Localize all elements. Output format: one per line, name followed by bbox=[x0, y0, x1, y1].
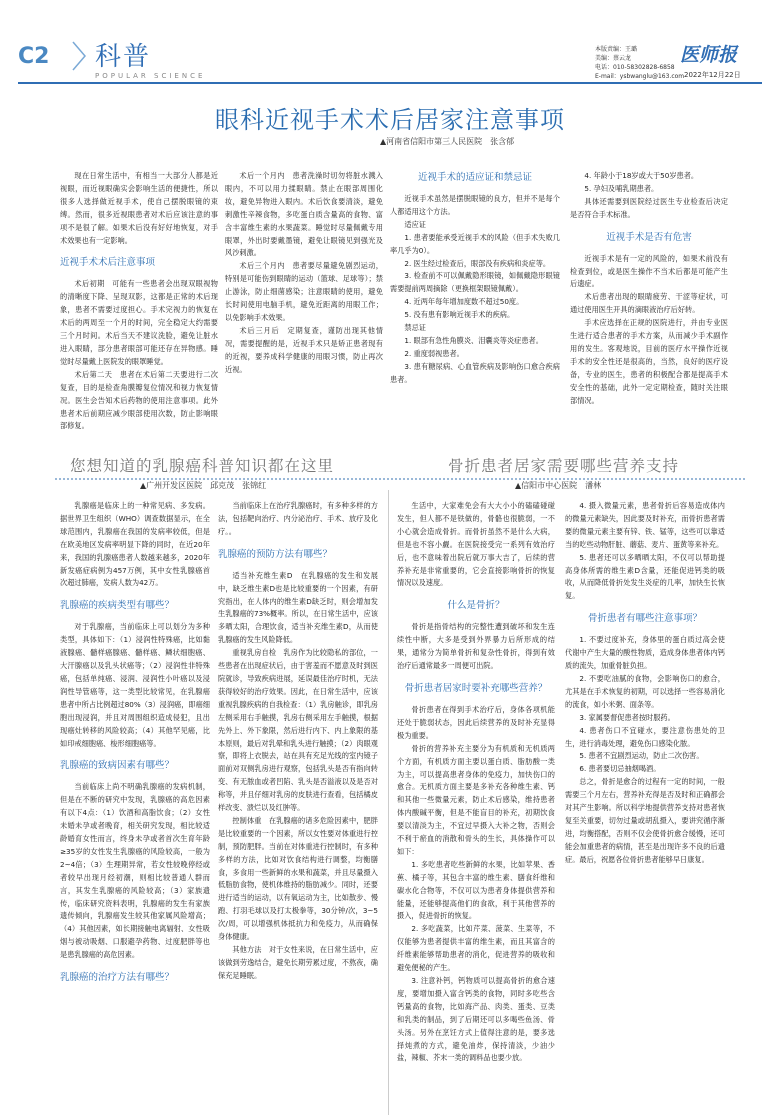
subheading: 乳腺癌的疾病类型有哪些？ bbox=[60, 600, 175, 612]
paragraph: 控制体重 在乳腺癌的诸多危险因素中，肥胖是比较重要的一个因素，所以女性要对体重进行控制，预防肥胖。当前在对体重进行控制时，有多种多样的方法，比如对饮食结构进行调整，均衡膳食，多食用一些新鲜的水果和蔬菜，并且尽量摄入低脂肪食物，使机体维持的脂肪减少。同时，还要进行适当的运动，以有氧运动为主，比如散步、慢跑、打羽毛球以及打太极拳等，30分钟/次，3~5次/周，可以增强机体抵抗力和免疫力，从而确保身体健康。 bbox=[218, 815, 378, 942]
subheading: 近视手术的适应证和禁忌证 bbox=[417, 172, 532, 183]
list-item: 6. 患者要切忌抽烟喝酒。 bbox=[579, 764, 661, 774]
paragraph: 5. 患者还可以多晒晒太阳，不仅可以帮助提高身体所需的维生素D含量，还能促进钙类的吸收，从而降低骨折处发生炎症的几率，加快生长恢复。 bbox=[565, 552, 725, 601]
paragraph: 骨折的营养补充主要分为有机质和无机质两个方面，有机质方面主要以蛋白质、脂肪酸一类为主，可以提高患者身体的免疫力，加快伤口的愈合。无机质方面主要是多补充各种维生素、钙和其他一些微量元素，防止术后感染，维持患者体内酸碱平衡，但是不能盲目的补充，初期饮食要以清淡为主，不宜过早摄入大补之物，否则会不利于瘀血的消散和骨头的生长，具体操作可以如下： bbox=[397, 743, 555, 856]
list-item: 5. 患者不宜剧烈运动，防止二次伤害。 bbox=[579, 751, 704, 761]
article1-col3 bbox=[390, 170, 560, 470]
paragraph: 术后第二天 患者在术后第二天要进行二次复查，目的是检查角膜瓣复位情况和视力恢复情况。医生会告知术后药物的使用注意事项。此外患者术后前期应减少眼部使用次数，防止影响眼部修复。 bbox=[60, 369, 218, 431]
paragraph: 当前临床上在治疗乳腺癌时，有多种多样的方法，包括靶向治疗、内分泌治疗、手术、放疗及化疗。。 bbox=[218, 501, 378, 536]
editor-line: 本版责编：王璐 bbox=[595, 46, 638, 53]
paragraph: 生活中，大家难免会有大大小小的磕磕碰碰发生，但人都不是铁做的，骨骼也很脆弱，一不小心就会造成骨折。而骨折虽然不是什么大病，但是也不容小觑。在医院接受完一系列有效治疗后，也不意味着出院后就万事大吉了，后续的营养补充是非常重要的，它会直接影响骨折的恢复情况以及速度。 bbox=[397, 501, 555, 588]
article1-col4 bbox=[570, 170, 728, 470]
paragraph: 术后初期 可能有一些患者会出现双眼视物的清晰度下降、呈现双影，这都是正常的术后现象，患者不需要过度担心。手术完视力的恢复在术后的两周至一个月的时间，完全稳定大约需要三个月时间。术后当天不建议洗脸，避免让脏水进入眼睛，部分患者眼部可能还存在异物感。睡觉时尽量戴上医院发的眼罩睡觉。 bbox=[60, 279, 218, 366]
newspaper-logo: 医师报 bbox=[680, 44, 738, 66]
phone-line: 电话：010-58302828-6858 bbox=[595, 64, 675, 71]
paragraph: 近视手术虽然是摆脱眼镜的良方，但并不是每个人都适用这个方法。 bbox=[390, 194, 560, 216]
paragraph: 4. 摄入微量元素，患者骨折后容易造成体内的微量元素缺失，因此要及时补充，而骨折患者需要的微量元素主要有锌、铁、锰等，这些可以靠适当的吃些动物肝脏、蘑菇、麦片、蛋黄等来补充。 bbox=[565, 501, 725, 549]
paragraph: 乳腺癌是临床上的一种常见病、多发病。据世界卫生组织（WHO）调查数据显示，在全球范围内，乳腺癌在我国的发病率较低，但是在欧美地区发病率明显下降的同时，在近20年来，我国的乳腺癌患者人数越来越多，2020年新发癌症病例为457万例，其中女性乳腺癌首次超过肺癌，发病人数为42万。 bbox=[60, 501, 210, 588]
chevron-right-icon bbox=[70, 40, 88, 72]
list-item: 3. 检查前不可以佩戴隐形眼镜，如佩戴隐形眼镜需要提前两周摘除（更换框架眼镜佩戴）。 bbox=[390, 271, 560, 294]
list-item: 2. 医生经过检查后，眼部没有疾病和炎症等。 bbox=[404, 258, 551, 268]
list-item: 4. 近两年每年增加度数不超过50度。 bbox=[404, 297, 524, 307]
list-item: 1. 不要过度补充，身体里的蛋白质过高会使代谢中产生大量的酸性物质，造成身体患者体内钙质的流失，加重骨脏负担。 bbox=[565, 635, 725, 671]
subheading: 什么是骨折？ bbox=[447, 600, 505, 612]
article1-col2 bbox=[225, 170, 383, 470]
paragraph: 现在日常生活中，有相当一大部分人都是近视眼，而近视眼确实会影响生活的便捷性，所以很多人选择做近视手术，使自己摆脱眼镜的束缚。然而，很多近视眼患者对术后应该注意的事项不是很了解。如果术后没有好好地恢复，对手术效果也有一定影响。 bbox=[60, 171, 218, 245]
paragraph: 术后一个月内 患者洗澡时切勿将脏水溅入眼内，不可以用力揉眼睛。禁止在眼部周围化妆，避免异物进入眼内。术后饮食要清淡，避免刺激性辛辣食物，多吃蛋白质含量高的食物、富含丰富维生素的水果蔬菜。睡觉时尽量佩戴专用眼罩，外出时要戴墨镜，避免让眼镜见到强光及风沙刺激。 bbox=[225, 171, 383, 258]
paragraph: 总之，骨折是愈合的过程有一定的时间，一般需要三个月左右，营养补充得是否及时和正确都会对其产生影响。所以科学地提供营养支持对患者恢复至关重要，切勿过量或胡乱摄入，要讲究循序渐进，均衡搭配，否则不仅会使骨折愈合缓慢，还可能会加重患者的病情，甚至是出现许多不良的后遗症。最后，祝愿各位骨折患者能够早日康复。 bbox=[565, 777, 725, 864]
editor-info bbox=[595, 45, 684, 81]
list-item: 4. 患者伤口不宜碰水，要注意伤患处的卫生，进行消毒处理，避免伤口感染化脓。 bbox=[565, 725, 725, 748]
article-author: ▲河南省信阳市第三人民医院 张含郁 bbox=[380, 137, 515, 146]
list-item: 2. 不要吃油腻的食物，会影响伤口的愈合，尤其是在手术恢复的初期，可以选择一些容易消化的流食，如小米粥、面条等。 bbox=[565, 673, 725, 709]
paragraph: 具体还需要到医院经过医生专业检查后决定是否符合手术标准。 bbox=[570, 196, 728, 219]
paragraph: 骨折患者在得到手术治疗后，身体各项机能还处于脆弱状态，因此后续营养的及时补充显得极为重要。 bbox=[397, 704, 555, 740]
article2-title: 您想知道的乳腺癌科普知识都在这里 bbox=[70, 457, 335, 475]
paragraph: 禁忌证 bbox=[404, 323, 426, 333]
article2-col1 bbox=[60, 500, 210, 1115]
subheading: 骨折患者有哪些注意事项？ bbox=[587, 613, 702, 625]
article3-author: ▲信阳市中心医院 潘林 bbox=[515, 481, 602, 490]
list-item: 1. 眼部有急性角膜炎、泪囊炎等炎症患者。 bbox=[404, 335, 543, 345]
designer-line: 美编：蔡云龙 bbox=[595, 55, 632, 62]
article3-col1 bbox=[397, 500, 555, 1115]
list-item: 1. 患者要能承受近视手术的风险（但手术失败几率几乎为0）。 bbox=[390, 232, 560, 255]
article1-col1 bbox=[60, 170, 218, 470]
article3-title: 骨折患者居家需要哪些营养支持 bbox=[448, 457, 680, 475]
subheading: 乳腺癌的治疗方法有哪些？ bbox=[60, 972, 175, 984]
paragraph: 适应证 bbox=[404, 219, 426, 229]
paragraph: 适当补充维生素D 在乳腺癌的发生和发展中，缺乏维生素D也是比较重要的一个因素，有研究指出，在人体内的维生素D缺乏时，则会增加发生乳腺癌的73%概率。所以，在日常生活中，应该多晒太阳，合理饮食，适当补充维生素D，从而使乳腺癌的发生风险降低。 bbox=[218, 570, 378, 645]
header-divider bbox=[18, 82, 762, 84]
article2-author: ▲广州开发区医院 邱克茂 张锦红 bbox=[140, 481, 267, 490]
subheading: 近视手术是否有危害 bbox=[606, 231, 692, 243]
paragraph: 手术应选择在正规的医院进行，并由专业医生进行适合患者的手术方案，从而减少手术副作用的发生。客观地说，目前的医疗水平操作近视手术的安全性还是很高的，当然，良好的医疗设备，专业的医生，患者的积极配合都是提高手术安全性的基础，此外一定定期检查，随时关注眼部情况。 bbox=[570, 318, 728, 405]
paragraph: 2. 多吃蔬菜，比如芹菜、菠菜、生菜等，不仅能够为患者提供丰富的维生素，而且其富含的纤维素能够帮助患者的消化，促进营养的吸收和避免便秘的产生。 bbox=[397, 924, 555, 973]
paragraph: 当前临床上尚不明确乳腺癌的发病机制，但是在不断的研究中发现，乳腺癌的高危因素有以下4点：（1）饮酒和高脂饮食；（2）女性未婚未孕或者晚育，相关研究发现，相比较适龄婚育女性而言，终身未孕或者首次生育年龄≥35岁的女性发生乳腺癌的风险较高，一般为2~4倍；（3）生理期异常，若女性较晚停经或者较早出现月经初潮，则相比较普通人群而言，其发生乳腺癌的风险较高；（3）家族遗传，临床研究资料表明，乳腺癌的发生有家族遗传倾向，乳腺癌发生较其他家属风险增高；（4）其他因素，如长期接触电离辐射、女性吸烟与被动吸烟、口服避孕药物、过度肥胖等也是患乳腺癌的高危因素。 bbox=[60, 782, 210, 960]
article2-col2 bbox=[218, 500, 378, 1115]
subheading: 骨折患者居家时要补充哪些营养？ bbox=[404, 682, 548, 694]
page-code: C2 bbox=[18, 44, 50, 69]
list-item: 3. 家属要督促患者按时服药。 bbox=[579, 712, 675, 722]
paragraph: 3. 注意补钙，钙物质可以提高骨折的愈合速度，要增加摄入富含钙类的食物，同时多吃些含钙量高的食物，比如海产品、肉类、蛋类、豆类和乳类的制品，到了后期还可以多喝些鱼汤、骨头汤。另外在烹饪方式上值得注意的是，要多选择炖煮的方式，避免油炸，保持清淡，少油少盐，辣椒、芥末一类的调料品也要少放。 bbox=[397, 976, 555, 1063]
list-item: 3. 患有糖尿病、心血管疾病及影响伤口愈合疾病患者。 bbox=[390, 361, 560, 384]
issue-date: 2022年12月22日 bbox=[684, 71, 741, 79]
list-item: 5. 没有患有影响近视手术的疾病。 bbox=[404, 310, 515, 320]
paragraph: 骨折是指骨结构的完整性遭到破坏和发生连续性中断，大多是受到外界暴力后所形成的结果，通常分为简单骨折和复杂性骨折，得到有效治疗后通常最多一周便可出院。 bbox=[397, 622, 555, 671]
paragraph: 术后三月后 定期复查，谨防出现其他情况，需要提醒的是，近视手术只是矫正患者现有的近视，要养成科学健康的用眼习惯，防止再次近视。 bbox=[225, 325, 383, 374]
column-divider bbox=[388, 490, 389, 1115]
paragraph: 其他方法 对于女性来说，在日常生活中，应该做到劳逸结合，避免长期劳累过度，不熬夜，确保充足睡眠。 bbox=[218, 945, 378, 980]
subheading: 乳腺癌的预防方法有哪些？ bbox=[218, 548, 333, 560]
email-line: E-mail：ysbwanglu@163.com bbox=[595, 73, 685, 80]
subheading: 乳腺癌的致病因素有哪些？ bbox=[60, 760, 175, 772]
subheading: 近视手术术后注意事项 bbox=[60, 257, 156, 269]
paragraph: 1. 多吃患者吃些新鲜的水果，比如苹果、香蕉、橘子等，其包含丰富的维生素、膳食纤维和碳水化合物等，不仅可以为患者身体提供营养和能量，还能够提高他们的食欲，利于其他营养的摄入，促进骨折的恢复。 bbox=[397, 859, 555, 921]
section-subtitle: POPULAR SCIENCE bbox=[95, 72, 206, 80]
list-item: 4. 年龄小于18岁或大于50岁患者。 bbox=[584, 171, 699, 180]
paragraph: 重视乳房自检 乳房作为比较隐私的部位，一些患者在出现症状后，由于害羞而不愿意及时到医院就诊，导致疾病进展，延误最佳治疗时机，无法获得较好的治疗效果。因此，在日常生活中，应该重视乳腺疾病的自我检查：（1）乳房触诊，即乳房左侧采用右手触摸，乳房右侧采用左手触摸，根据先外上、外下象限，然后进行内下、内上象限的基本原则，最后对乳晕和乳头进行触摸；（2）肉眼观察，即将上衣脱去，站在具有充足光线的室内镜子面前对双侧乳房进行观察，包括乳头是否有指向转变、有无脓血或者凹陷、乳头是否溢液以及是否对称等，并且仔细对乳房的皮肤进行查看，包括橘皮样改变、溃烂以及红肿等。 bbox=[218, 648, 378, 813]
article-title: 眼科近视手术术后居家注意事项 bbox=[215, 106, 565, 134]
paragraph: 术后患者出现的眼睛疲劳、干涩等症状，可通过使用医生开具的滴眼液治疗后好转。 bbox=[570, 292, 728, 315]
section-title: 科普 bbox=[95, 42, 152, 72]
list-item: 5. 孕妇及哺乳期患者。 bbox=[584, 183, 659, 193]
paragraph: 对于乳腺癌，当前临床上可以划分为多种类型，具体如下：（1）浸润性特殊癌，比如黏液腺癌、髓样癌腺癌、髓样癌、鳞状细胞癌、大汗腺癌以及乳头状癌等；（2）浸润性非特殊癌，包括单纯癌、浸润、浸润性小叶癌以及浸润性导管癌等，这一类型比较常见，在乳腺癌患者中所占比例超过80%（3）浸润癌，即癌细胞出现浸润，并且对周围组织造成侵犯，且出现癌灶转移的风险较高；（4）其他罕见癌，比如印戒细胞癌、梭形细胞癌等。 bbox=[60, 622, 210, 748]
paragraph: 近视手术是有一定的风险的，如果术前没有检查到位，或是医生操作不当术后都是可能产生后遗症。 bbox=[570, 253, 728, 289]
paragraph: 术后三个月内 患者要尽量避免剧烈运动，特别是可能伤到眼睛的运动（篮球、足球等）；禁止游泳，防止细菌感染；注意眼睛的使用，避免长时间使用电脑手机，避免近距离的用眼工作；以免影响手术效果。 bbox=[225, 261, 383, 322]
list-item: 2. 重度弱视患者。 bbox=[404, 348, 464, 358]
article3-col2 bbox=[565, 500, 725, 1115]
